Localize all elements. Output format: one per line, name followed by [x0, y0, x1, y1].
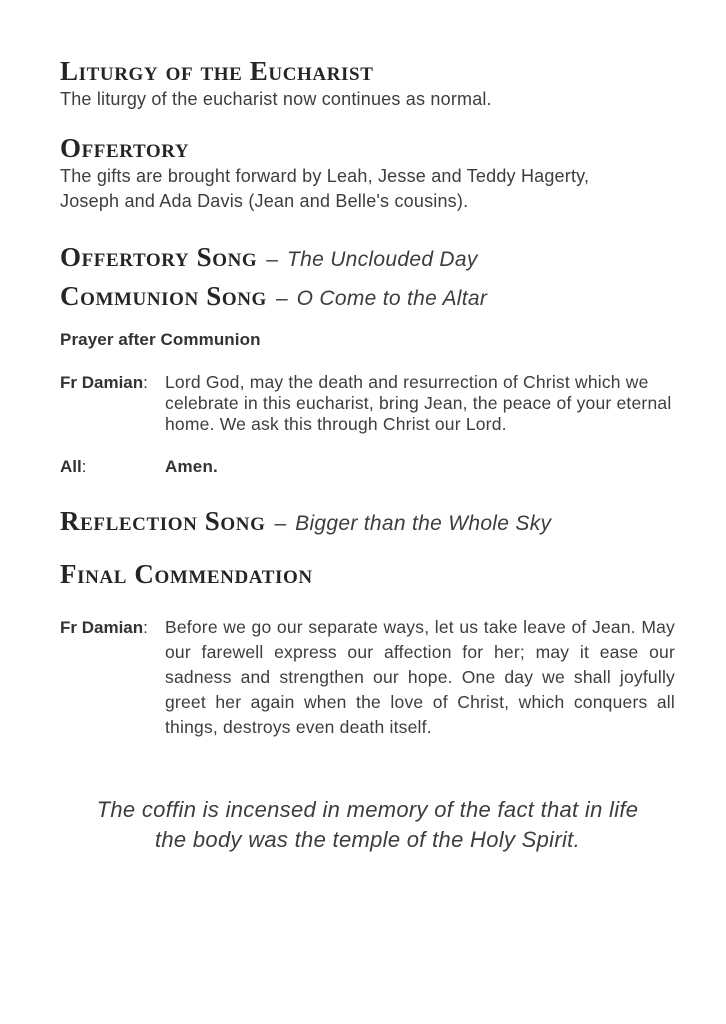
- incense-note: [60, 795, 675, 855]
- offertory-body-line-1: The gifts are brought forward by Leah, Jesse and Teddy Hagerty,: [60, 166, 590, 186]
- section-liturgy-of-the-eucharist: [60, 56, 675, 112]
- offertory-song-dash: –: [266, 248, 278, 271]
- offertory-song-label: Offertory Song: [60, 242, 258, 272]
- speaker-colon: :: [143, 373, 148, 392]
- section-offertory: [60, 133, 675, 214]
- communion-song-label: Communion Song: [60, 281, 267, 311]
- prayer-response-text: Amen.: [165, 457, 218, 476]
- reflection-song-title: Bigger than the Whole Sky: [295, 512, 552, 535]
- final-commendation-text: Before we go our separate ways, let us take leave of Jean. May our farewell express our affection for her; may it ease our sadness and strengthen our hope. One day we shall joyfully greet her again when the love of Christ, which conquers all things, destroys even death itself.: [165, 617, 675, 737]
- prayer-response-all: [60, 456, 675, 477]
- liturgy-body: The liturgy of the eucharist now continues as normal.: [60, 89, 492, 109]
- communion-song-dash: –: [275, 287, 288, 310]
- reflection-song-dash: –: [274, 512, 287, 535]
- section-final-commendation: [60, 559, 675, 740]
- reflection-song-line: [60, 506, 675, 537]
- offertory-body-line-2: Joseph and Ada Davis (Jean and Belle's cousins).: [60, 191, 469, 211]
- incense-note-line-2: the body was the temple of the Holy Spirit.: [154, 827, 580, 852]
- prayer-after-communion-heading: Prayer after Communion: [60, 330, 261, 349]
- final-commendation-heading: Final Commendation: [60, 559, 313, 589]
- speaker-colon: :: [143, 618, 148, 637]
- offertory-heading: Offertory: [60, 133, 190, 163]
- communion-song-title: O Come to the Altar: [296, 287, 488, 310]
- speaker-label-fr-damian: [60, 615, 165, 740]
- communion-song-line: [60, 281, 675, 312]
- prayer-dialogue-fr-damian: [60, 372, 675, 435]
- prayer-dialogue-text: Lord God, may the death and resurrection of Christ which we celebrate in this eucharist, bring Jean, the peace of your eternal home. We ask this through Christ our Lord.: [165, 372, 672, 434]
- speaker-name: All: [60, 457, 82, 476]
- offertory-body: [60, 164, 675, 214]
- liturgy-heading: Liturgy of the Eucharist: [60, 56, 374, 86]
- offertory-song-title: The Unclouded Day: [286, 248, 478, 271]
- speaker-name: Fr Damian: [60, 373, 144, 392]
- speaker-label-all: [60, 456, 165, 477]
- reflection-song-label: Reflection Song: [60, 506, 266, 536]
- offertory-song-line: [60, 242, 675, 273]
- speaker-colon: :: [81, 457, 87, 476]
- incense-note-line-1: The coffin is incensed in memory of the fact that in life: [96, 797, 639, 822]
- speaker-name: Fr Damian: [60, 618, 144, 637]
- final-commendation-dialogue-fr-damian: [60, 615, 675, 740]
- speaker-label-fr-damian: [60, 372, 165, 435]
